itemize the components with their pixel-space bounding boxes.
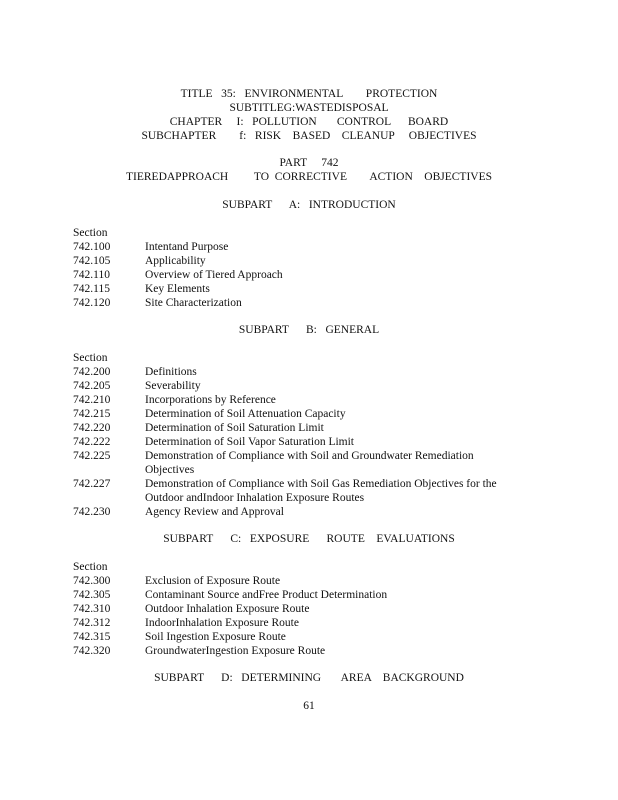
- section-title: Definitions: [145, 366, 197, 378]
- part-number: PART 742: [279, 157, 339, 169]
- section-title: Demonstration of Compliance with Soil Gas Remediation Objectives for the Outdoor andIndoor Inhalation Exposure Routes: [145, 478, 497, 504]
- section-number: 742.200: [73, 366, 111, 378]
- section-number: 742.320: [73, 645, 111, 657]
- section-title: Soil Ingestion Exposure Route: [145, 631, 286, 643]
- subtitle-line: SUBTITLEG:WASTEDISPOSAL: [229, 102, 389, 114]
- subpart-heading-c: SUBPART C: EXPOSURE ROUTE EVALUATIONS: [163, 533, 455, 545]
- part-title: TIEREDAPPROACH TO CORRECTIVE ACTION OBJECTIVES: [126, 171, 492, 183]
- section-number: 742.205: [73, 380, 111, 392]
- section-title: GroundwaterIngestion Exposure Route: [145, 645, 326, 657]
- section-number: 742.120: [73, 297, 111, 309]
- section-title: Overview of Tiered Approach: [145, 269, 283, 281]
- section-number: 742.105: [73, 255, 111, 267]
- section-number: 742.305: [73, 589, 111, 601]
- section-number: 742.210: [73, 394, 111, 406]
- subpart-heading-b: SUBPART B: GENERAL: [238, 324, 380, 336]
- section-title: Key Elements: [145, 283, 210, 295]
- section-label-b: Section: [73, 352, 108, 364]
- section-number: 742.230: [73, 506, 111, 518]
- subchapter-line: SUBCHAPTER f: RISK BASED CLEANUP OBJECTIVES: [141, 130, 477, 142]
- section-number: 742.300: [73, 575, 111, 587]
- subpart-heading-d: SUBPART D: DETERMINING AREA BACKGROUND: [154, 672, 464, 684]
- section-title: Demonstration of Compliance with Soil and Groundwater Remediation Objectives: [145, 450, 474, 476]
- page-number: 61: [303, 700, 315, 712]
- section-title: Intentand Purpose: [145, 241, 229, 253]
- title-line: TITLE 35: ENVIRONMENTAL PROTECTION: [180, 88, 438, 100]
- section-title: Exclusion of Exposure Route: [145, 575, 281, 587]
- section-title: Incorporations by Reference: [145, 394, 276, 406]
- section-label-a: Section: [73, 227, 108, 239]
- section-number: 742.227: [73, 478, 111, 490]
- section-title: Determination of Soil Attenuation Capacity: [145, 408, 346, 420]
- subpart-heading-a: SUBPART A: INTRODUCTION: [222, 199, 396, 211]
- section-number: 742.100: [73, 241, 111, 253]
- section-number: 742.115: [73, 283, 110, 295]
- chapter-line: CHAPTER I: POLLUTION CONTROL BOARD: [169, 116, 449, 128]
- section-title: Site Characterization: [145, 297, 242, 309]
- section-number: 742.225: [73, 450, 111, 462]
- section-number: 742.312: [73, 617, 111, 629]
- section-title: Severability: [145, 380, 201, 392]
- section-title: Agency Review and Approval: [145, 506, 284, 518]
- section-title: Determination of Soil Vapor Saturation Limit: [145, 436, 354, 448]
- section-number: 742.215: [73, 408, 111, 420]
- section-number: 742.222: [73, 436, 111, 448]
- section-title: Applicability: [145, 255, 206, 267]
- section-number: 742.310: [73, 603, 111, 615]
- section-number: 742.315: [73, 631, 111, 643]
- section-number: 742.110: [73, 269, 110, 281]
- section-title: IndoorInhalation Exposure Route: [145, 617, 299, 629]
- section-number: 742.220: [73, 422, 111, 434]
- section-title: Determination of Soil Saturation Limit: [145, 422, 324, 434]
- section-title: Outdoor Inhalation Exposure Route: [145, 603, 310, 615]
- section-title: Contaminant Source andFree Product Determination: [145, 589, 388, 601]
- section-label-c: Section: [73, 561, 108, 573]
